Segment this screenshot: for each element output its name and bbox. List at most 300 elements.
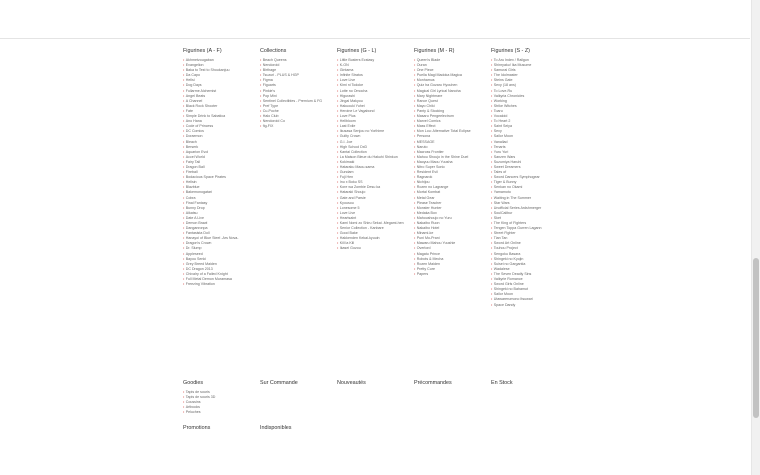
menu-link-label: Dr. Slump xyxy=(185,246,202,251)
menu-link-label: Gintama xyxy=(339,68,354,73)
bullet-icon: • xyxy=(337,108,339,113)
bullet-icon: • xyxy=(260,124,262,129)
menu-link-label: Sket xyxy=(493,215,501,220)
bullet-icon: • xyxy=(337,73,339,78)
bullet-icon: • xyxy=(337,119,339,124)
menu-link-label: Hakuouki Yuhei xyxy=(339,103,365,108)
bullet-icon: • xyxy=(414,261,416,266)
bullet-icon: • xyxy=(337,129,339,134)
column-title[interactable]: Figurines (G - L) xyxy=(337,48,377,54)
menu-link-label: Mawaru Mahou Yuushie xyxy=(416,241,456,246)
menu-link-label: Yuru Yuri xyxy=(493,149,509,154)
goodies-list xyxy=(183,390,257,415)
bullet-icon: • xyxy=(491,226,493,231)
bullet-icon: • xyxy=(337,159,339,164)
bullet-icon: • xyxy=(260,63,262,68)
bullet-icon: • xyxy=(337,83,339,88)
section-nouveautes[interactable]: Nouveautés xyxy=(337,380,366,386)
section-sur-commande[interactable]: Sur Commande xyxy=(260,380,298,386)
column-title[interactable]: Collections xyxy=(260,48,287,54)
menu-link-label: Sailor Moon xyxy=(493,134,513,139)
bullet-icon: • xyxy=(491,93,493,98)
menu-link-label: Saint Seiya xyxy=(493,124,512,129)
bullet-icon: • xyxy=(337,200,339,205)
bullet-icon: • xyxy=(183,210,185,215)
menu-link-label: Little Busters Ecstasy xyxy=(339,58,375,62)
menu-link-label: Inu x Boku SS xyxy=(339,180,363,185)
bullet-icon: • xyxy=(337,241,339,246)
menu-link-label: Space Dandy xyxy=(493,302,516,307)
bullet-icon: • xyxy=(337,139,339,144)
bullet-icon: • xyxy=(491,139,493,144)
menu-link-label: Overlord xyxy=(416,246,431,251)
menu-link-label: Hanayoi of Blue Steel -Ars Nova- xyxy=(185,236,239,241)
bullet-icon: • xyxy=(491,221,493,225)
menu-link-label: Mahou Shoujo in the Shine Duel xyxy=(416,154,469,159)
menu-link-label: To Love-Ru xyxy=(493,88,513,93)
menu-link-label: Quiz ha Gozaru Hyouhen xyxy=(416,83,458,88)
menu-link-label: Puni Mo-Prani xyxy=(416,236,440,241)
bullet-icon: • xyxy=(337,144,339,149)
bullet-icon: • xyxy=(491,88,493,93)
menu-link-label: Suisei no Gargantia xyxy=(493,261,526,266)
bullet-icon: • xyxy=(491,236,493,241)
bullet-icon: • xyxy=(183,83,185,88)
menu-link-label: One Piece xyxy=(416,68,434,73)
menu-link-label: Doraemon xyxy=(185,134,203,139)
bullet-icon: • xyxy=(491,256,493,261)
bullet-icon: • xyxy=(260,73,262,78)
bullet-icon: • xyxy=(183,185,185,190)
menu-link-label: To Aru Index / Railgun xyxy=(493,58,529,62)
bullet-icon: • xyxy=(337,170,339,175)
menu-link-label: DC Dragon 2013 xyxy=(185,266,213,271)
bullet-icon: • xyxy=(414,195,416,200)
menu-link-label: Kokimaki xyxy=(339,159,355,164)
bullet-icon: • xyxy=(491,200,493,205)
menu-link-label: Ikusasa Senjou no Yorihime xyxy=(339,129,385,134)
menu-link-label: Blazblue xyxy=(185,185,200,190)
menu-link-label: Lonesome 5 xyxy=(339,205,360,210)
menu-link-label: Mass Effect xyxy=(416,124,436,129)
bullet-icon: • xyxy=(491,180,493,185)
menu-link-label: Full Metal Demon Muramasa xyxy=(185,277,232,282)
menu-link-label: Love Plus xyxy=(339,114,356,119)
bullet-icon: • xyxy=(491,271,493,276)
menu-link-label: Good Bake xyxy=(339,231,358,236)
bullet-icon: • xyxy=(337,195,339,200)
bullet-icon: • xyxy=(260,108,262,113)
bullet-icon: • xyxy=(260,58,262,62)
menu-link-label: Code of Princess xyxy=(185,124,214,129)
bullet-icon: • xyxy=(414,129,416,134)
bullet-icon: • xyxy=(337,88,339,93)
menu-link-label: Shingeki no Kyojin xyxy=(493,256,524,261)
bullet-icon: • xyxy=(414,236,416,241)
menu-link-label: Sentinel Collectibles - Premium & FG xyxy=(262,98,323,103)
bullet-icon: • xyxy=(183,271,185,276)
bullet-icon: • xyxy=(491,124,493,129)
bullet-icon: • xyxy=(414,246,416,251)
menu-link-label: Steins Gate xyxy=(493,78,513,83)
menu-link-label: Tiger & Bunny xyxy=(493,180,517,185)
menu-link-label: Papers xyxy=(416,271,429,276)
bullet-icon: • xyxy=(491,266,493,271)
menu-link-label: Tian Tan xyxy=(493,236,508,241)
bullet-icon: • xyxy=(491,190,493,195)
bullet-icon: • xyxy=(414,154,416,159)
bullet-icon: • xyxy=(183,129,185,134)
bullet-icon: • xyxy=(491,63,493,68)
menu-link-label: Sword Girls Online xyxy=(493,282,524,287)
menu-link-label: Resident Evil xyxy=(416,170,438,175)
bullet-icon: • xyxy=(414,103,416,108)
bullet-icon: • xyxy=(183,58,185,62)
menu-link-label: Masaru Pengeelectrum xyxy=(416,114,454,119)
menu-link-label: Magatu Prince xyxy=(416,251,440,256)
menu-link-label: Hellsi xyxy=(185,78,195,83)
menu-link-label: Please Teacher xyxy=(416,200,442,205)
bullet-icon: • xyxy=(491,58,493,62)
menu-link-label: Beach Queens xyxy=(262,58,287,62)
menu-link-label: Valkyrie Romance xyxy=(493,277,523,282)
menu-link-label: Nendoroid xyxy=(262,63,280,68)
menu-link-label: Accel World xyxy=(185,154,205,159)
bullet-icon: • xyxy=(183,139,185,144)
bullet-icon: • xyxy=(337,246,339,251)
bullet-icon: • xyxy=(491,282,493,287)
bullet-icon: • xyxy=(491,287,493,292)
menu-link-label: Ragnarok xyxy=(416,175,433,180)
bullet-icon: • xyxy=(337,226,339,231)
menu-link-label: Pinkie's xyxy=(262,88,276,93)
menu-link-label: Hakkenden Kekai-kyuuin xyxy=(339,236,380,241)
menu-link-label: Love Live xyxy=(339,78,356,83)
goodies-link-label: Coussins xyxy=(185,400,201,405)
menu-link-label: Pretty Cure xyxy=(416,266,435,271)
section-en-stock[interactable]: En Stock xyxy=(491,380,513,386)
bullet-icon: • xyxy=(414,98,416,103)
bullet-icon: • xyxy=(414,215,416,220)
menu-link-label: The Idolmaster xyxy=(493,73,518,78)
bullet-icon: • xyxy=(183,400,185,405)
column-title[interactable]: Figurines (M - R) xyxy=(414,48,455,54)
bullet-icon: • xyxy=(183,405,185,410)
goodies-link-label: Tapis de souris 3D xyxy=(185,395,216,400)
menu-link-label: G.I. Joe xyxy=(339,139,353,144)
bullet-icon: • xyxy=(260,114,262,119)
bullet-icon: • xyxy=(183,256,185,261)
menu-link-label: Marvel Comics xyxy=(416,119,441,124)
bullet-icon: • xyxy=(337,190,339,195)
goodies-link-label: Tapis de souris xyxy=(185,390,210,394)
menu-link-label: Sword Art Online xyxy=(493,241,521,246)
bullet-icon: • xyxy=(183,93,185,98)
column-title[interactable]: Figurines (S - Z) xyxy=(491,48,530,54)
bullet-icon: • xyxy=(491,154,493,159)
bullet-icon: • xyxy=(183,108,185,113)
menu-link-label: Sexy xyxy=(493,129,502,134)
menu-link-label: Sailor Moon xyxy=(493,292,513,297)
bullet-icon: • xyxy=(183,261,185,266)
bullet-icon: • xyxy=(491,108,493,113)
menu-link-label: SoulCalibur xyxy=(493,210,513,215)
bullet-icon: • xyxy=(491,302,493,307)
menu-column-3 xyxy=(414,48,488,277)
bullet-icon: • xyxy=(183,98,185,103)
menu-link-label: Strike Witches xyxy=(493,103,517,108)
menu-link-label: Kyousou xyxy=(339,200,354,205)
bullet-icon: • xyxy=(491,251,493,256)
bullet-icon: • xyxy=(414,93,416,98)
bullet-icon: • xyxy=(183,73,185,78)
bullet-icon: • xyxy=(491,134,493,139)
bullet-icon: • xyxy=(491,215,493,220)
menu-link-label: Ikasei Gozou xyxy=(339,246,361,251)
menu-link-label: Robots & Mecha xyxy=(416,256,444,261)
menu-link-label: To Heart 2 xyxy=(493,119,511,124)
menu-link-label: Aikatsu xyxy=(185,210,198,215)
menu-link-label: Tenarts xyxy=(493,144,506,149)
menu-link-label: Valkyria Chronicles xyxy=(493,93,525,98)
bullet-icon: • xyxy=(337,134,339,139)
menu-link-label: Final Fantasy xyxy=(185,200,208,205)
menu-link-label: Working xyxy=(493,98,507,103)
bullet-icon: • xyxy=(183,395,185,400)
menu-link-label: Rozen Maiden xyxy=(416,261,440,266)
bullet-icon: • xyxy=(414,108,416,113)
menu-link-label: Jingai Makyou xyxy=(339,98,363,103)
menu-link-label: Pref Type xyxy=(262,103,279,108)
menu-link-label: Fuji Hen xyxy=(339,175,354,180)
bullet-icon: • xyxy=(414,256,416,261)
menu-link-label: Kore wa Zombie Desu ka xyxy=(339,185,381,190)
bullet-icon: • xyxy=(260,103,262,108)
menu-link-label: Macross Frontier xyxy=(416,149,444,154)
bullet-icon: • xyxy=(491,73,493,78)
bullet-icon: • xyxy=(414,221,416,225)
menu-link-label: Freezing Vibration xyxy=(185,282,215,287)
bullet-icon: • xyxy=(183,205,185,210)
bullet-icon: • xyxy=(491,277,493,282)
bullet-icon: • xyxy=(491,114,493,119)
menu-link-label: Hataraki Shoujo xyxy=(339,190,366,195)
menu-link-label: Star Wars xyxy=(493,200,510,205)
menu-link-label: DC Comics xyxy=(185,129,204,134)
bullet-icon: • xyxy=(183,63,185,68)
menu-link-label: Tengen Toppa Gurren Lagann xyxy=(493,226,542,231)
bullet-icon: • xyxy=(491,159,493,164)
menu-link-label: Mon Lou: Alternative Total Eclipse xyxy=(416,129,471,134)
bullet-icon: • xyxy=(183,236,185,241)
menu-link-label: Sanzen Wars xyxy=(493,154,516,159)
menu-link-label: Samurai Girls xyxy=(493,68,516,73)
bullet-icon: • xyxy=(337,180,339,185)
menu-link-label: Tsuzuri - PLUS & HGP xyxy=(262,73,299,78)
menu-link-label: Vanallad xyxy=(493,139,508,144)
bullet-icon: • xyxy=(491,195,493,200)
bullet-icon: • xyxy=(337,124,339,129)
menu-link-label: Black Rock Shooter xyxy=(185,103,218,108)
goodies-link[interactable] xyxy=(183,410,257,415)
section-promotions[interactable]: Promotions xyxy=(183,425,211,431)
menu-link-label: Rance Quest xyxy=(416,98,438,103)
menu-link-label: Appleseed xyxy=(185,251,203,256)
bullet-icon: • xyxy=(491,98,493,103)
bullet-icon: • xyxy=(414,58,416,62)
menu-link-label: Rozen no Lagrange xyxy=(416,185,449,190)
bullet-icon: • xyxy=(414,170,416,175)
section-indisponibles[interactable]: Indisponibles xyxy=(260,425,292,431)
bullet-icon: • xyxy=(491,246,493,251)
bullet-icon: • xyxy=(337,236,339,241)
bullet-icon: • xyxy=(260,98,262,103)
menu-link-label: Shinryaku! Ika Musume xyxy=(493,63,532,68)
column-title[interactable]: Figurines (A - F) xyxy=(183,48,222,54)
bullet-icon: • xyxy=(337,68,339,73)
menu-link-label: Minami-ke xyxy=(416,231,434,236)
bullet-icon: • xyxy=(183,78,185,83)
bullet-icon: • xyxy=(337,63,339,68)
section-precommandes[interactable]: Précommandes xyxy=(414,380,452,386)
bullet-icon: • xyxy=(414,63,416,68)
bullet-icon: • xyxy=(414,185,416,190)
scrollbar[interactable] xyxy=(751,0,760,475)
bullet-icon: • xyxy=(183,144,185,149)
menu-link-label: Birthage xyxy=(262,68,277,73)
bullet-icon: • xyxy=(414,180,416,185)
menu-link-label: Fate xyxy=(185,108,193,113)
bullet-icon: • xyxy=(183,124,185,129)
menu-link-label: Kill la Kill xyxy=(339,241,355,246)
bullet-icon: • xyxy=(337,221,339,225)
menu-link[interactable] xyxy=(337,246,411,251)
bullet-icon: • xyxy=(414,124,416,129)
menu-link-label: Dragon Ball xyxy=(185,164,205,169)
menu-link-label: Last Exile xyxy=(339,124,356,129)
menu-link-label: Hataraku Maou-sama xyxy=(339,164,375,169)
menu-link[interactable] xyxy=(414,272,488,277)
menu-link-label: Wadalese xyxy=(493,266,510,271)
bullet-icon: • xyxy=(337,114,339,119)
bullet-icon: • xyxy=(414,205,416,210)
bullet-icon: • xyxy=(414,88,416,93)
menu-link-label: Waiting in The Summer xyxy=(493,195,532,200)
bullet-icon: • xyxy=(183,195,185,200)
bullet-icon: • xyxy=(414,139,416,144)
menu-link-label: Metal Gear xyxy=(416,195,435,200)
bullet-icon: • xyxy=(414,210,416,215)
menu-column-1 xyxy=(260,48,334,129)
menu-link-label: Fullarme Alchemist xyxy=(185,88,217,93)
bullet-icon: • xyxy=(183,200,185,205)
menu-link-label: Naruto xyxy=(416,144,428,149)
bullet-icon: • xyxy=(260,88,262,93)
bullet-icon: • xyxy=(491,129,493,134)
bullet-icon: • xyxy=(491,231,493,236)
menu-link-label: Senkan no Okami xyxy=(493,185,523,190)
menu-link-label: Grey Breed Maiden xyxy=(185,261,217,266)
bullet-icon: • xyxy=(183,251,185,256)
menu-link-label: Aquarion Evol xyxy=(185,149,209,154)
bullet-icon: • xyxy=(183,149,185,154)
bullet-icon: • xyxy=(260,93,262,98)
menu-column-2 xyxy=(337,48,411,252)
bullet-icon: • xyxy=(183,170,185,175)
menu-link-label: Tales of xyxy=(493,170,507,175)
bullet-icon: • xyxy=(183,88,185,93)
menu-link-label: Dog Days xyxy=(185,83,202,88)
menu-link-label: Maoyuu Maou Yuusha xyxy=(416,159,453,164)
menu-link-label: Touhou Project xyxy=(493,246,518,251)
menu-link-label: Bodacious Space Pirates xyxy=(185,175,226,180)
menu-link-label: Higurashi xyxy=(339,93,355,98)
bullet-icon: • xyxy=(183,180,185,185)
bullet-icon: • xyxy=(183,215,185,220)
bullet-icon: • xyxy=(337,93,339,98)
menu-link-label: Evangelion xyxy=(185,63,204,68)
bullet-icon: • xyxy=(491,170,493,175)
bullet-icon: • xyxy=(491,241,493,246)
bullet-icon: • xyxy=(414,119,416,124)
menu-link-label: Cu-Poche xyxy=(262,108,279,113)
menu-link-label: Fireball xyxy=(185,170,198,175)
menu-column-4 xyxy=(491,48,565,308)
menu-link-label: The King of Fighters xyxy=(493,221,527,225)
menu-link[interactable] xyxy=(260,124,334,129)
bullet-icon: • xyxy=(337,98,339,103)
menu-column-0 xyxy=(183,48,257,287)
section-goodies[interactable]: Goodies xyxy=(183,380,204,386)
menu-link[interactable] xyxy=(491,303,565,308)
menu-link-label: Figuarts xyxy=(262,83,276,88)
menu-link[interactable] xyxy=(183,282,257,287)
bullet-icon: • xyxy=(414,190,416,195)
bullet-icon: • xyxy=(183,190,185,195)
scrollbar-thumb[interactable] xyxy=(753,258,759,418)
menu-link-label: Mayo Chiki xyxy=(416,103,435,108)
bullet-icon: • xyxy=(414,73,416,78)
menu-link-label: Nakaibo Hotel xyxy=(416,226,440,231)
menu-link-label: Lotte no Omocha xyxy=(339,88,368,93)
bullet-icon: • xyxy=(183,175,185,180)
bullet-icon: • xyxy=(337,205,339,210)
bullet-icon: • xyxy=(183,114,185,119)
bullet-icon: • xyxy=(491,119,493,124)
menu-link-label: Nakaibo Ruon xyxy=(416,221,440,225)
menu-link-label: Heroine Le Vagabond xyxy=(339,108,375,113)
bullet-icon: • xyxy=(491,144,493,149)
bullet-icon: • xyxy=(337,185,339,190)
bullet-icon: • xyxy=(491,292,493,297)
bullet-icon: • xyxy=(183,221,185,225)
bullet-icon: • xyxy=(337,78,339,83)
menu-link-label: Gundam xyxy=(339,170,354,175)
menu-link-label: Nendoroid Co xyxy=(262,119,285,124)
menu-link-label: Suzumiya Haruhi xyxy=(493,159,522,164)
bullet-icon: • xyxy=(183,103,185,108)
bullet-icon: • xyxy=(337,231,339,236)
menu-link-label: Bunny Drop xyxy=(185,205,205,210)
menu-link-label: Heartsaint xyxy=(339,215,357,220)
menu-link-label: Shingeki no Bahamut xyxy=(493,287,528,292)
menu-link-label: Danganronpa xyxy=(185,226,208,231)
bullet-icon: • xyxy=(337,175,339,180)
menu-link-label: Mary Nightmare xyxy=(416,93,443,98)
menu-link-label: Hellsin xyxy=(185,180,197,185)
bullet-icon: • xyxy=(183,159,185,164)
bullet-icon: • xyxy=(337,103,339,108)
